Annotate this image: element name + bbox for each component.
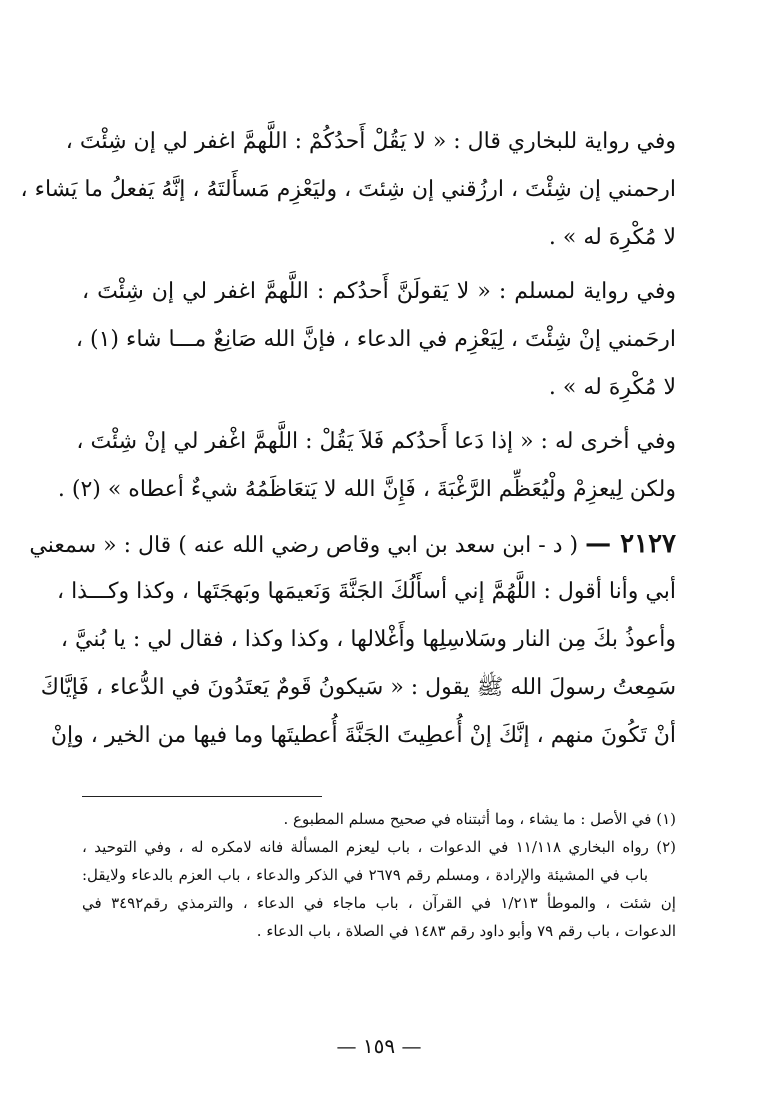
footnote-2-line: إن شئت ، والموطأ ١/٢١٣ في القرآن ، باب ماجاء في الدعاء ، والترمذي رقم٣٤٩٢ في (82, 894, 676, 912)
text-line: ولكن لِيعزِمْ ولْيُعَظِّم الرَّغْبَةَ ، فَإِنَّ الله لا يَتعَاظَمُهُ شيءٌ أعطاه » (٢) . (57, 477, 676, 502)
paragraph-muslim (75, 268, 676, 412)
paragraph-muslim-other (57, 418, 676, 514)
paragraph-bukhari (20, 118, 676, 262)
footnote-2-line: (٢) رواه البخاري ١١/١١٨ في الدعوات ، باب ليعزم المسألة فانه لامكره له ، وفي التوحيد ، (82, 838, 677, 856)
text-line: ارحَمني إنْ شِئْتَ ، لِيَعْزِم في الدعاء ، فإنَّ الله صَانِعٌ مـــا شاء (١) ، (75, 327, 676, 352)
footnote-divider (82, 796, 322, 797)
footnotes (82, 805, 676, 945)
footnote-2-line: باب في المشيئة والإرادة ، ومسلم رقم ٢٦٧٩ في الذكر والدعاء ، باب العزم بالدعاء ولايقل: (82, 866, 648, 884)
text-line: لا مُكْرِهَ له » . (548, 375, 676, 400)
text-line: أنْ تَكُونَ منهم ، إنَّكَ إنْ أُعطِيتَ الجَنَّةَ أُعطيتَها وما فيها من الخير ، وإنْ (50, 723, 676, 748)
text-line: أبي وأنا أقول : اللَّهُمَّ إني أسأَلُكَ الجَنَّةَ وَنَعيمَها وبَهجَتَها ، وكذا وكـــذا ، (56, 579, 676, 604)
text-line: وفي رواية لمسلم : « لا يَقولَنَّ أَحدُكم : اللَّهمَّ اغفر لي إن شِئْتَ ، (82, 279, 676, 304)
footnote-1: (١) في الأصل : ما يشاء ، وما أثبتناه في صحيح مسلم المطبوع . (283, 810, 676, 828)
hadith-source: ( د - ابن سعد بن ابي وقاص رضي الله عنه ) قال : « سمعني (29, 533, 579, 558)
text-line: وفي رواية للبخاري قال : « لا يَقُلْ أَحدُكُمْ : اللَّهمَّ اغفر لي إن شِئْتَ ، (65, 129, 676, 154)
hadith-2127 (29, 520, 676, 760)
text-line: وأعوذُ بكَ مِن النار وسَلاسِلِها وأَغْلالها ، وكذا وكذا ، فقال لي : يا بُنيَّ ، (60, 627, 676, 652)
hadith-header-line (29, 520, 676, 568)
page-number: — ١٥٩ — (336, 1034, 422, 1058)
footnote-2-line: الدعوات ، باب رقم ٧٩ وأبو داود رقم ١٤٨٣ في الصلاة ، باب الدعاء . (256, 922, 676, 940)
text-line: وفي أخرى له : « إذا دَعا أَحدُكم فَلاَ يَقُلْ : اللَّهمَّ اغْفر لي إنْ شِئْتَ ، (76, 429, 676, 454)
text-line: لا مُكْرِهَ له » . (548, 225, 676, 250)
text-line: ارحمني إن شِئْتَ ، ارزُقني إن شِئتَ ، وليَعْزِم مَسأَلتَهُ ، إنَّهُ يَفعلُ ما يَشاء ، (20, 177, 676, 202)
text-line: سَمِعتُ رسولَ الله ﷺ يقول : « سَيكونُ قَومٌ يَعتَدُونَ في الدُّعاء ، فَإيَّاكَ (40, 675, 676, 700)
hadith-number: ٢١٢٧ — (585, 529, 676, 559)
